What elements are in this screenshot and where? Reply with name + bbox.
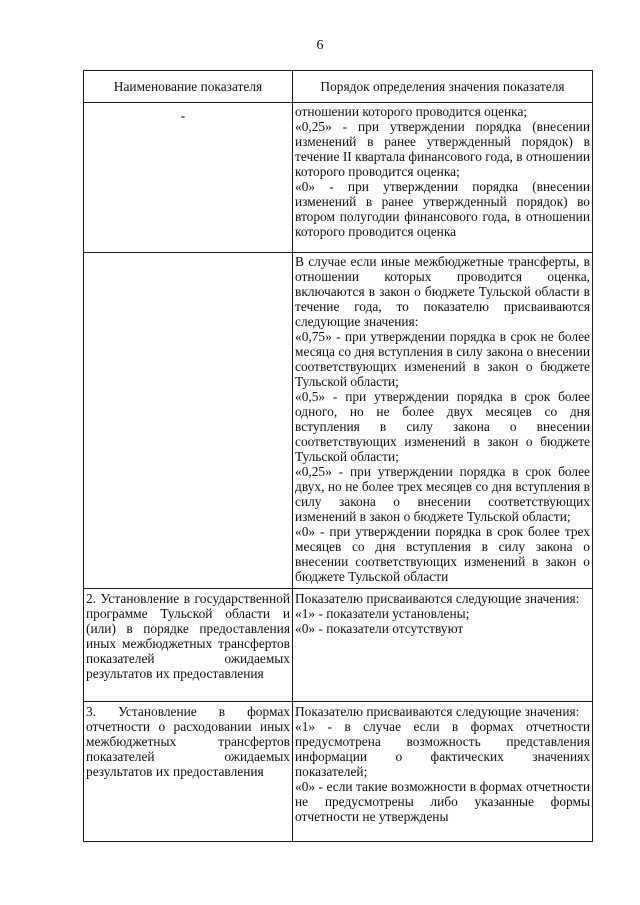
header-indicator-name: Наименование показателя bbox=[84, 71, 293, 103]
dash-mark: - bbox=[180, 108, 186, 123]
table-row bbox=[84, 702, 593, 842]
indicator-name: 3. Установление в формах отчетности о расходовании иных межбюджетных трансфертов показателей ожидаемых результатов их предоставления bbox=[86, 704, 290, 779]
table-header-row bbox=[84, 71, 593, 103]
procedure-paragraph: отношении которого проводится оценка; bbox=[295, 104, 528, 119]
procedure-paragraph: «0» - при утверждении порядка в срок более трех месяцев со дня вступления в силу закона о внесении соответствующих изменений в закон о бюджете Тульской области bbox=[295, 524, 590, 584]
indicator-cell bbox=[84, 589, 293, 702]
indicators-table bbox=[83, 70, 593, 842]
procedure-cell bbox=[293, 253, 593, 589]
procedure-cell bbox=[293, 702, 593, 842]
procedure-paragraph: «0,25» - при утверждении порядка в срок более двух, но не более трех месяцев со дня вступления в силу закона о внесении соответствующих изменений в закон о бюджете Тульской области; bbox=[295, 464, 590, 524]
indicator-cell bbox=[84, 103, 293, 253]
procedure-cell bbox=[293, 103, 593, 253]
procedure-paragraph: «0» - показатели отсутствуют bbox=[295, 621, 464, 636]
procedure-paragraph: «0,75» - при утверждении порядка в срок не более месяца со дня вступления в силу закона о внесении соответствующих изменений в закон о бюджете Тульской области; bbox=[295, 329, 590, 389]
page-number: 6 bbox=[316, 38, 324, 53]
procedure-paragraph: «0,5» - при утверждении порядка в срок более одного, но не более двух месяцев со дня вступления в силу закона о внесении соответствующих изменений в закон о бюджете Тульской области; bbox=[295, 389, 590, 464]
table-row bbox=[84, 103, 593, 253]
procedure-paragraph: «1» - в случае если в формах отчетности предусмотрена возможность представления информации о фактических значениях показателей; bbox=[295, 719, 590, 779]
procedure-paragraph: «0» - при утверждении порядка (внесении изменений в ранее утвержденный порядок) во втором полугодии финансового года, в отношении которого проводится оценка bbox=[295, 179, 590, 239]
procedure-cell bbox=[293, 589, 593, 702]
indicator-cell bbox=[84, 253, 293, 589]
indicator-cell bbox=[84, 702, 293, 842]
table-row bbox=[84, 589, 593, 702]
table-row bbox=[84, 253, 593, 589]
procedure-paragraph: «0» - если такие возможности в формах отчетности не предусмотрены либо указанные формы отчетности не утверждены bbox=[295, 779, 590, 824]
procedure-paragraph: В случае если иные межбюджетные трансферты, в отношении которых проводится оценка, включаются в закон о бюджете Тульской области в течение года, то показателю присваиваются следующие значения: bbox=[295, 254, 590, 329]
procedure-paragraph: Показателю присваиваются следующие значения: bbox=[295, 704, 580, 719]
procedure-paragraph: «1» - показатели установлены; bbox=[295, 606, 470, 621]
indicator-name: 2. Установление в государственной программе Тульской области и (или) в порядке предоставления иных межбюджетных трансфертов показателей ожидаемых результатов их предоставления bbox=[86, 591, 290, 681]
procedure-paragraph: «0,25» - при утверждении порядка (внесении изменений в ранее утвержденный порядок) в течение II квартала финансового года, в отношении которого проводится оценка; bbox=[295, 119, 590, 179]
header-value-procedure: Порядок определения значения показателя bbox=[293, 71, 593, 103]
procedure-paragraph: Показателю присваиваются следующие значения: bbox=[295, 591, 580, 606]
